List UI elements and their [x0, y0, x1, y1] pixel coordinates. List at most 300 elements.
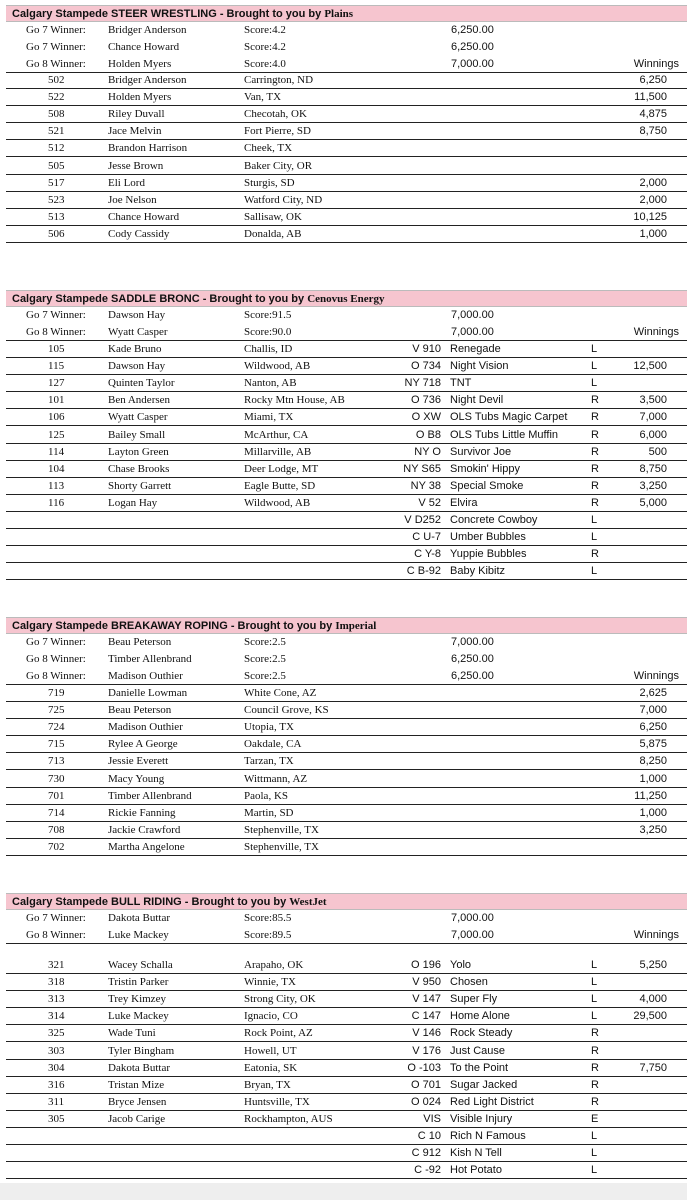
winner-score: Score:2.5: [244, 636, 286, 648]
back-number: 714: [48, 806, 65, 819]
contestant-name: Ben Andersen: [108, 394, 171, 407]
section-title: Calgary Stampede BULL RIDING - Brought to you by WestJet: [12, 896, 327, 908]
winnings-header: Winnings: [633, 326, 679, 338]
contestant-name: Trey Kimzey: [108, 993, 166, 1006]
contestant-name: Layton Green: [108, 445, 169, 458]
contestant-name: Dawson Hay: [108, 360, 166, 373]
back-number: 116: [48, 496, 65, 509]
winner-amount: 6,250.00: [451, 24, 494, 36]
table-row: [6, 957, 687, 974]
table-row: [6, 461, 687, 478]
back-number: 115: [48, 360, 65, 373]
back-number: 316: [48, 1078, 65, 1091]
winner-label: Go 7 Winner:: [26, 24, 86, 36]
table-row: [6, 974, 687, 991]
winner-name: Wyatt Casper: [108, 326, 168, 338]
contestant-name: Kade Bruno: [108, 343, 162, 355]
contestant-name: Wyatt Casper: [108, 411, 168, 424]
hometown: Rocky Mtn House, AB: [244, 394, 345, 407]
back-number: 125: [48, 428, 65, 441]
hometown: Howell, UT: [244, 1044, 297, 1057]
stock-id: C Y-8: [414, 548, 441, 561]
chute-side: L: [591, 1010, 598, 1023]
stock-name: Rock Steady: [450, 1027, 513, 1040]
back-number: 523: [48, 193, 65, 206]
table-row: [6, 1145, 687, 1162]
back-number: 127: [48, 377, 65, 390]
table-row: [6, 495, 687, 512]
stock-name: TNT: [450, 377, 472, 390]
winner-amount: 7,000.00: [451, 912, 494, 924]
winner-amount: 6,250.00: [451, 670, 494, 682]
table-row: [6, 123, 687, 140]
winnings-amount: 1,000: [639, 806, 667, 819]
stock-name: Just Cause: [450, 1044, 506, 1057]
contestant-name: Tristan Mize: [108, 1078, 165, 1091]
chute-side: L: [591, 360, 598, 373]
winner-row: [6, 307, 687, 324]
stock-name: OLS Tubs Little Muffin: [450, 428, 559, 441]
stock-id: O 701: [411, 1078, 441, 1091]
chute-side: L: [591, 959, 598, 971]
table-row: [6, 72, 687, 89]
back-number: 314: [48, 1010, 65, 1023]
back-number: 719: [48, 687, 65, 699]
stock-name: Kish N Tell: [450, 1147, 502, 1160]
back-number: 724: [48, 721, 65, 734]
winner-name: Chance Howard: [108, 41, 180, 53]
table-row: [6, 1111, 687, 1128]
contestant-name: Martha Angelone: [108, 840, 185, 853]
table-row: [6, 719, 687, 736]
winnings-amount: 10,125: [633, 210, 667, 223]
winner-score: Score:91.5: [244, 309, 292, 321]
stock-id: V D252: [404, 514, 441, 526]
contestant-name: Brandon Harrison: [108, 142, 188, 155]
hometown: Fort Pierre, SD: [244, 125, 311, 138]
hometown: Wittmann, AZ: [244, 772, 308, 785]
hometown: Stephenville, TX: [244, 840, 319, 853]
stock-id: C -92: [414, 1164, 441, 1177]
hometown: Huntsville, TX: [244, 1095, 310, 1108]
back-number: 715: [48, 738, 65, 751]
chute-side: R: [591, 411, 599, 424]
contestant-name: Jesse Brown: [108, 159, 164, 172]
stock-name: Night Vision: [450, 360, 509, 373]
contestant-name: Rylee A George: [108, 738, 178, 751]
stock-id: O 196: [411, 959, 441, 971]
table-row: [6, 427, 687, 444]
sponsor-name: Cenovus Energy: [307, 293, 385, 305]
back-number: 304: [48, 1061, 65, 1074]
winnings-amount: 4,875: [639, 108, 667, 121]
section-header: [6, 617, 687, 634]
contestant-name: Holden Myers: [108, 91, 172, 104]
section-title: Calgary Stampede SADDLE BRONC - Brought to you by Cenovus Energy: [12, 293, 385, 305]
stock-id: O 024: [411, 1095, 441, 1108]
chute-side: R: [591, 1095, 599, 1108]
stock-name: Chosen: [450, 976, 488, 989]
winnings-amount: 7,000: [639, 411, 667, 424]
winner-amount: 6,250.00: [451, 41, 494, 53]
back-number: 104: [48, 462, 65, 475]
contestant-name: Bailey Small: [108, 428, 166, 441]
chute-side: L: [591, 377, 598, 390]
back-number: 517: [48, 176, 65, 189]
winner-score: Score:2.5: [244, 653, 286, 665]
stock-name: Renegade: [450, 343, 501, 355]
contestant-name: Chase Brooks: [108, 462, 170, 475]
table-row: [6, 358, 687, 375]
winner-amount: 7,000.00: [451, 58, 494, 70]
back-number: 702: [48, 840, 65, 853]
back-number: 508: [48, 108, 65, 121]
sponsor-name: Plains: [324, 8, 354, 20]
winner-row: [6, 22, 687, 39]
winner-row: [6, 651, 687, 668]
stock-name: Yuppie Bubbles: [450, 548, 527, 561]
back-number: 502: [48, 74, 65, 86]
winner-row: [6, 324, 687, 341]
table-row: [6, 1094, 687, 1111]
table-row: [6, 1128, 687, 1145]
stock-id: O 736: [411, 394, 441, 407]
winner-label: Go 7 Winner:: [26, 636, 86, 648]
table-row: [6, 106, 687, 123]
stock-id: C U-7: [412, 531, 441, 544]
contestant-name: Wacey Schalla: [108, 959, 173, 971]
table-row: [6, 375, 687, 392]
winnings-amount: 5,875: [639, 738, 667, 751]
chute-side: R: [591, 548, 599, 561]
contestant-name: Chance Howard: [108, 210, 180, 223]
winner-amount: 7,000.00: [451, 636, 494, 648]
winnings-amount: 8,750: [639, 125, 667, 138]
hometown: Sallisaw, OK: [244, 210, 302, 223]
stock-id: C 912: [411, 1147, 441, 1160]
winner-row: [6, 668, 687, 685]
chute-side: L: [591, 565, 598, 578]
back-number: 318: [48, 976, 65, 989]
back-number: 321: [48, 959, 65, 971]
table-row: [6, 158, 687, 175]
winnings-amount: 6,250: [639, 721, 667, 734]
sponsor-name: WestJet: [289, 896, 327, 908]
stock-id: C 10: [417, 1130, 441, 1142]
winner-label: Go 7 Winner:: [26, 912, 86, 924]
hometown: Paola, KS: [244, 789, 288, 802]
winnings-header: Winnings: [633, 58, 679, 70]
stock-id: C 147: [411, 1010, 441, 1023]
contestant-name: Bridger Anderson: [108, 74, 187, 86]
winner-label: Go 8 Winner:: [26, 653, 86, 665]
contestant-name: Jace Melvin: [108, 125, 162, 138]
hometown: Miami, TX: [244, 411, 294, 424]
winnings-amount: 2,625: [639, 687, 667, 699]
stock-name: Hot Potato: [450, 1164, 502, 1177]
back-number: 105: [48, 343, 65, 355]
winner-score: Score:89.5: [244, 929, 292, 941]
winnings-header: Winnings: [633, 929, 679, 941]
table-row: [6, 771, 687, 788]
table-row: [6, 192, 687, 209]
table-row: [6, 1077, 687, 1094]
contestant-name: Madison Outhier: [108, 721, 183, 734]
table-row: [6, 753, 687, 770]
winner-row: [6, 634, 687, 651]
back-number: 305: [48, 1112, 65, 1125]
stock-name: Night Devil: [450, 394, 504, 407]
winner-score: Score:90.0: [244, 326, 292, 338]
back-number: 303: [48, 1044, 65, 1057]
contestant-name: Logan Hay: [108, 496, 158, 509]
table-row: [6, 444, 687, 461]
back-number: 522: [48, 91, 65, 104]
hometown: Wildwood, AB: [244, 360, 311, 373]
table-row: [6, 563, 687, 580]
stock-name: Smokin' Hippy: [450, 462, 520, 475]
stock-id: O -103: [407, 1061, 441, 1074]
contestant-name: Dakota Buttar: [108, 1061, 171, 1074]
winner-row: [6, 56, 687, 73]
back-number: 730: [48, 772, 65, 785]
winner-score: Score:85.5: [244, 912, 292, 924]
contestant-name: Rickie Fanning: [108, 806, 176, 819]
table-row: [6, 991, 687, 1008]
hometown: McArthur, CA: [244, 428, 309, 441]
hometown: White Cone, AZ: [244, 687, 317, 699]
winnings-amount: 11,500: [634, 91, 667, 104]
contestant-name: Cody Cassidy: [108, 227, 170, 240]
back-number: 505: [48, 159, 65, 172]
back-number: 106: [48, 411, 65, 424]
hometown: Council Grove, KS: [244, 704, 329, 717]
table-row: [6, 341, 687, 358]
hometown: Martin, SD: [244, 806, 294, 819]
contestant-name: Bryce Jensen: [108, 1095, 167, 1108]
winnings-amount: 5,250: [639, 959, 667, 971]
winnings-amount: 500: [648, 445, 667, 458]
stock-id: V 52: [418, 496, 441, 509]
hometown: Baker City, OR: [244, 159, 313, 172]
table-row: [6, 529, 687, 546]
chute-side: R: [591, 1078, 599, 1091]
contestant-name: Danielle Lowman: [108, 687, 188, 699]
winner-score: Score:4.2: [244, 24, 286, 36]
chute-side: R: [591, 462, 599, 475]
winnings-amount: 12,500: [633, 360, 667, 373]
hometown: Arapaho, OK: [244, 959, 304, 971]
winner-score: Score:4.0: [244, 58, 286, 70]
table-row: [6, 1025, 687, 1042]
chute-side: R: [591, 445, 599, 458]
winnings-amount: 1,000: [639, 772, 667, 785]
winner-name: Madison Outhier: [108, 670, 183, 682]
stock-id: V 910: [412, 343, 441, 355]
winner-name: Holden Myers: [108, 58, 172, 70]
chute-side: R: [591, 428, 599, 441]
winner-row: [6, 927, 687, 944]
stock-name: Rich N Famous: [450, 1130, 526, 1142]
winnings-amount: 6,250: [639, 74, 667, 86]
winnings-amount: 7,000: [639, 704, 667, 717]
table-row: [6, 546, 687, 563]
winner-label: Go 8 Winner:: [26, 670, 86, 682]
back-number: 512: [48, 142, 65, 155]
contestant-name: Riley Duvall: [108, 108, 165, 121]
winner-label: Go 8 Winner:: [26, 929, 86, 941]
table-row: [6, 140, 687, 157]
winner-label: Go 7 Winner:: [26, 309, 86, 321]
winnings-amount: 1,000: [639, 227, 667, 240]
winner-name: Dakota Buttar: [108, 912, 171, 924]
stock-name: Umber Bubbles: [450, 531, 526, 544]
stock-name: Yolo: [450, 959, 472, 971]
winnings-amount: 2,000: [639, 193, 667, 206]
table-row: [6, 392, 687, 409]
contestant-name: Quinten Taylor: [108, 377, 175, 390]
stock-id: O XW: [411, 411, 441, 424]
winner-amount: 7,000.00: [451, 309, 494, 321]
table-row: [6, 226, 687, 243]
table-row: [6, 822, 687, 839]
stock-name: Survivor Joe: [450, 445, 512, 458]
chute-side: L: [591, 1147, 598, 1160]
back-number: 113: [48, 479, 65, 492]
table-row: [6, 1162, 687, 1179]
winnings-amount: 3,500: [639, 394, 667, 407]
hometown: Carrington, ND: [244, 74, 314, 86]
hometown: Challis, ID: [244, 343, 293, 355]
back-number: 101: [48, 394, 65, 407]
hometown: Donalda, AB: [244, 227, 302, 240]
hometown: Nanton, AB: [244, 377, 297, 390]
hometown: Deer Lodge, MT: [244, 462, 319, 475]
stock-name: OLS Tubs Magic Carpet: [450, 411, 568, 424]
contestant-name: Jacob Carige: [108, 1112, 166, 1125]
hometown: Sturgis, SD: [244, 176, 295, 189]
winnings-amount: 2,000: [639, 176, 667, 189]
back-number: 725: [48, 704, 65, 717]
stock-name: Concrete Cowboy: [450, 514, 538, 526]
back-number: 506: [48, 227, 65, 240]
winner-score: Score:2.5: [244, 670, 286, 682]
stock-id: V 146: [412, 1027, 441, 1040]
winner-amount: 7,000.00: [451, 326, 494, 338]
hometown: Eagle Butte, SD: [244, 479, 316, 492]
stock-id: V 147: [412, 993, 441, 1006]
winnings-amount: 8,250: [639, 755, 667, 768]
chute-side: R: [591, 1044, 599, 1057]
table-row: [6, 175, 687, 192]
winner-name: Bridger Anderson: [108, 24, 187, 36]
table-row: [6, 685, 687, 702]
contestant-name: Macy Young: [108, 772, 165, 785]
back-number: 311: [48, 1095, 65, 1108]
back-number: 114: [48, 445, 65, 458]
contestant-name: Tristin Parker: [108, 976, 169, 989]
winner-row: [6, 39, 687, 56]
hometown: Oakdale, CA: [244, 738, 302, 751]
hometown: Cheek, TX: [244, 142, 293, 155]
contestant-name: Jessie Everett: [108, 755, 169, 768]
stock-name: Visible Injury: [450, 1112, 513, 1125]
hometown: Strong City, OK: [244, 993, 316, 1006]
table-row: [6, 788, 687, 805]
table-row: [6, 209, 687, 226]
winnings-amount: 8,750: [639, 462, 667, 475]
page-bottom-bar: [0, 1183, 687, 1200]
stock-name: Baby Kibitz: [450, 565, 506, 578]
stock-id: VIS: [423, 1112, 441, 1125]
hometown: Utopia, TX: [244, 721, 294, 734]
table-row: [6, 478, 687, 495]
hometown: Bryan, TX: [244, 1078, 291, 1091]
winnings-amount: 11,250: [634, 789, 667, 802]
hometown: Checotah, OK: [244, 108, 307, 121]
table-row: [6, 409, 687, 426]
table-row: [6, 1060, 687, 1077]
section-header: [6, 893, 687, 910]
back-number: 521: [48, 125, 65, 138]
winner-row: [6, 910, 687, 927]
winnings-amount: 7,750: [639, 1061, 667, 1074]
table-row: [6, 512, 687, 529]
back-number: 513: [48, 210, 65, 223]
hometown: Wildwood, AB: [244, 496, 311, 509]
winner-score: Score:4.2: [244, 41, 286, 53]
chute-side: L: [591, 1164, 598, 1177]
table-row: [6, 839, 687, 856]
stock-id: C B-92: [406, 565, 441, 578]
table-row: [6, 89, 687, 106]
stock-id: NY O: [414, 445, 441, 458]
table-row: [6, 805, 687, 822]
hometown: Winnie, TX: [244, 976, 296, 989]
hometown: Rockhampton, AUS: [244, 1112, 333, 1125]
winnings-amount: 29,500: [633, 1010, 667, 1023]
winner-name: Dawson Hay: [108, 309, 166, 321]
winnings-amount: 5,000: [639, 496, 667, 509]
winnings-amount: 3,250: [639, 479, 667, 492]
winner-name: Timber Allenbrand: [108, 653, 192, 665]
chute-side: L: [591, 993, 598, 1006]
hometown: Van, TX: [244, 91, 282, 104]
back-number: 313: [48, 993, 65, 1006]
stock-id: NY S65: [403, 462, 441, 475]
chute-side: R: [591, 1061, 599, 1074]
hometown: Ignacio, CO: [244, 1010, 298, 1023]
contestant-name: Jackie Crawford: [108, 823, 181, 836]
sponsor-name: Imperial: [335, 620, 377, 632]
back-number: 701: [48, 789, 65, 802]
chute-side: L: [591, 343, 598, 355]
chute-side: R: [591, 479, 599, 492]
winnings-amount: 4,000: [639, 993, 667, 1006]
contestant-name: Tyler Bingham: [108, 1044, 175, 1057]
hometown: Millarville, AB: [244, 445, 312, 458]
stock-id: NY 718: [404, 377, 441, 390]
back-number: 713: [48, 755, 65, 768]
stock-id: NY 38: [410, 479, 441, 492]
winnings-amount: 3,250: [639, 823, 667, 836]
hometown: Watford City, ND: [244, 193, 323, 206]
winnings-amount: 6,000: [639, 428, 667, 441]
table-row: [6, 1008, 687, 1025]
winner-label: Go 8 Winner:: [26, 58, 86, 70]
winner-name: Beau Peterson: [108, 636, 172, 648]
chute-side: L: [591, 514, 598, 526]
